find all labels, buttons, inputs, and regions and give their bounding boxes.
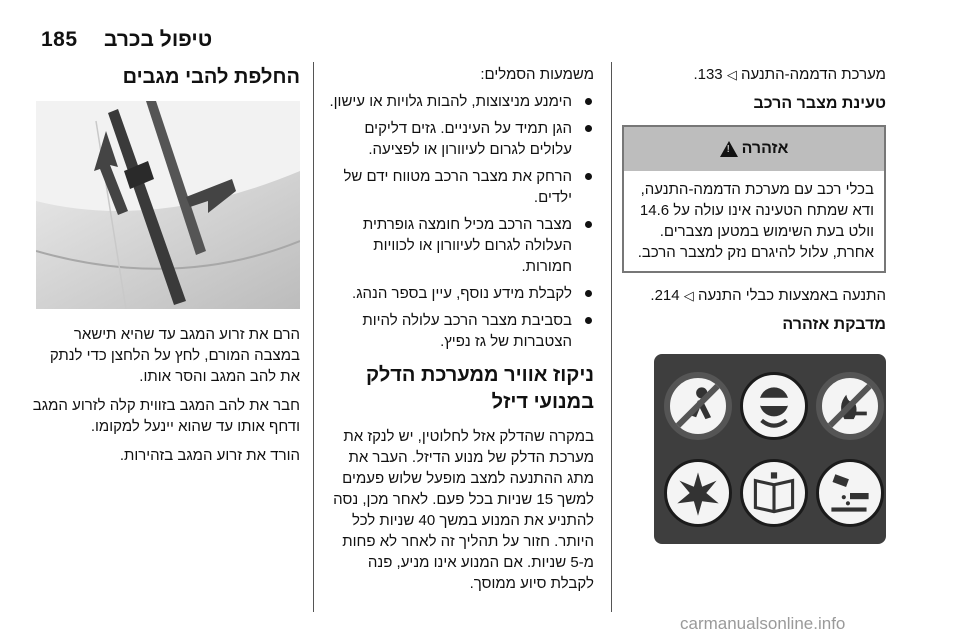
column-wiper <box>30 64 300 474</box>
no-children-icon <box>664 372 732 440</box>
footer-watermark-url: carmanualsonline.info <box>680 614 846 633</box>
wiper-step-1: הרם את זרוע המגב עד שהיא תישאר במצבה המורם, לחץ על הלחצן כדי לנתק את להב המגב והסר אותו. <box>49 326 300 385</box>
warning-text: בכלי רכב עם מערכת הדממה-התנעה, ודא שמתח הטעינה אינו עולה על 14.6 וולט בעת השימוש במטען מצברים. אחרת, עלול להיגרם נזק למצבר הרכב. <box>637 181 874 261</box>
corrosive-icon <box>816 459 884 527</box>
wiper-arm-image <box>36 101 300 309</box>
warning-triangle-icon <box>720 141 738 157</box>
warning-box <box>622 125 886 273</box>
symbol-bullet: מצבר הרכב מכיל חומצה גופרתית העלולה לגרום לעיוורון או לכוויות חמורות. <box>328 214 572 277</box>
symbol-bullet: הימנע מניצוצות, להבות גלויות או עישון. <box>329 93 572 110</box>
column-divider-right <box>611 62 612 612</box>
read-manual-icon <box>740 459 808 527</box>
column-battery <box>622 64 886 544</box>
warning-title: אזהרה <box>741 140 789 157</box>
battery-warning-label <box>654 354 886 544</box>
symbol-bullet: הרחק את מצבר הרכב מטווח ידם של ילדים. <box>328 166 572 208</box>
symbol-bullet: הגן תמיד על העיניים. גזים דליקים עלולים לגרום לעיוורון או לפציעה. <box>328 118 572 160</box>
no-flames-icon <box>816 372 884 440</box>
column-divider-left <box>313 62 314 612</box>
wiper-section-title: החלפת להבי מגבים <box>122 66 300 88</box>
diesel-section-title: ניקוז אוויר ממערכת הדלק במנועי דיזל <box>365 364 594 413</box>
battery-charging-heading: טעינת מצבר הרכב <box>753 95 886 112</box>
diesel-section-text: במקרה שהדלק אזל לחלוטין, יש לנקז את מערכת הדלק של מנוע הדיזל. העבר את מתג ההתנעה למצב מופעל שלוש פעמים למשך 15 שניות בכל פעם. לאחר מכן, נסה להתניע את המנוע במשך 40 שניות לכל היותר. חזור על תהליך זה לאחר לא פחות מ-5 שניות. אם המנוע אינו מניע, פנה לקבלת סיוע ממוסך. <box>333 428 594 592</box>
stop-start-reference: מערכת הדממה-התנעה ◁ 133. <box>693 66 886 83</box>
warning-label-heading: מדבקת אזהרה <box>782 316 886 333</box>
wiper-step-2: חבר את להב המגב בזווית קלה לזרוע המגב ודחף אותו עד שהוא יינעל למקומו. <box>32 397 300 435</box>
reference-arrow-icon: ◁ <box>726 67 737 82</box>
page-header <box>0 0 960 56</box>
explosion-icon <box>664 459 732 527</box>
wiper-step-3: הורד את זרוע המגב בזהירות. <box>119 447 300 464</box>
symbols-list <box>328 91 594 352</box>
page-number: 185 <box>41 28 78 51</box>
symbol-bullet: בסביבת מצבר הרכב עלולה להיות הצטברות של גז נפיץ. <box>328 310 572 352</box>
eye-protection-icon <box>740 372 808 440</box>
column-symbols <box>328 64 594 602</box>
jump-start-reference: התנעה באמצעות כבלי התנעה ◁ 214. <box>650 287 886 304</box>
symbol-bullet: לקבלת מידע נוסף, עיין בספר הנהג. <box>328 283 572 304</box>
symbols-intro: משמעות הסמלים: <box>480 66 594 83</box>
wiper-illustration <box>30 101 300 314</box>
warning-header <box>624 127 884 171</box>
running-title: טיפול בכרב <box>104 28 213 51</box>
reference-arrow-icon: ◁ <box>683 288 694 303</box>
